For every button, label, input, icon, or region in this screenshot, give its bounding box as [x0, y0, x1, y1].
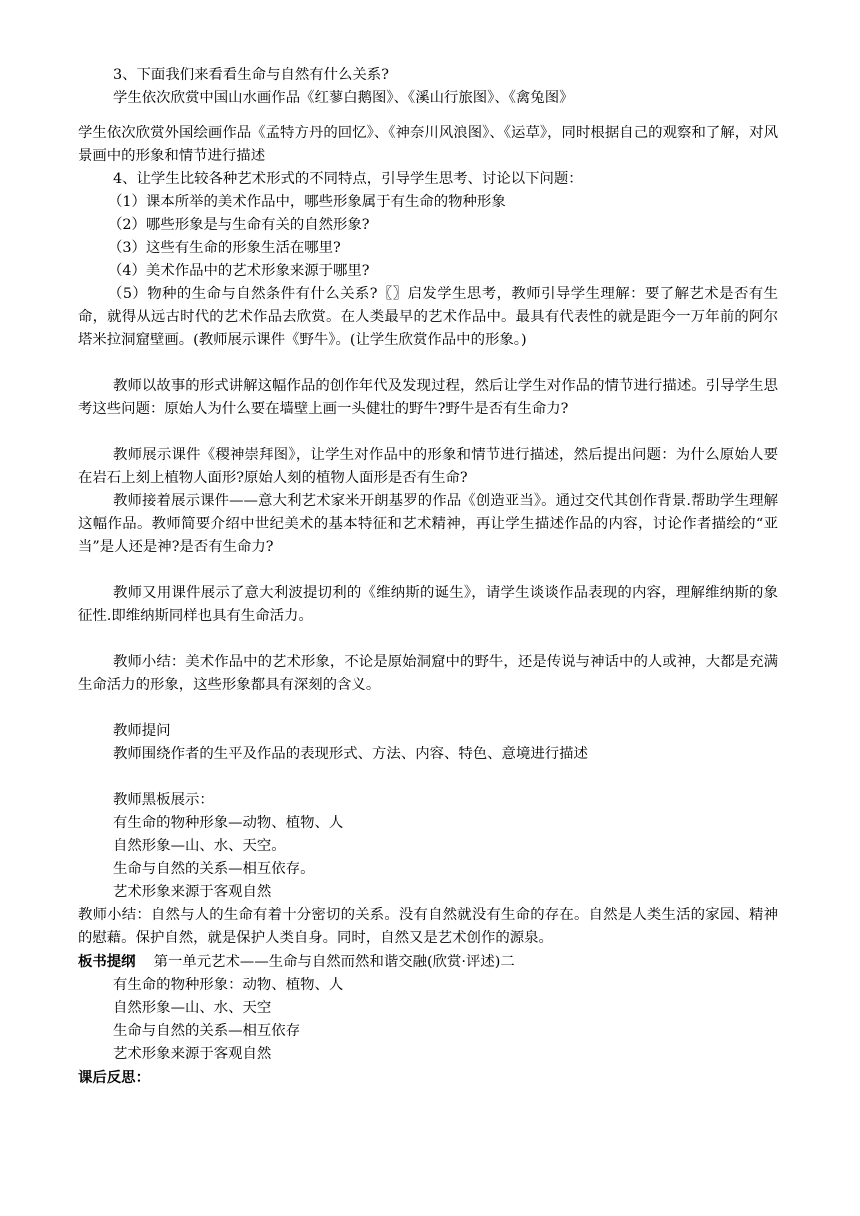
teacher-question-title: 教师提问	[113, 723, 171, 739]
birth-of-venus-paragraph: 教师又用课件展示了意大利波提切利的《维纳斯的诞生》，请学生谈谈作品表现的内容，理解维纳斯的象征性.即维纳斯同样也具有生命活力。	[78, 585, 778, 624]
spacer	[78, 697, 778, 720]
document-body	[78, 64, 778, 1089]
outline-item: 艺术形象来源于客观自然	[113, 1046, 272, 1062]
outline-item: 生命与自然的关系—相互依存	[113, 1023, 301, 1039]
outline-title: 第一单元艺术——生命与自然而然和谐交融(欣赏·评述)二	[153, 954, 515, 970]
blackboard-title: 教师黑板展示：	[113, 792, 214, 808]
teacher-summary-2: 教师小结：自然与人的生命有着十分密切的关系。没有自然就没有生命的存在。自然是人类生活的家园、精神的慰藉。保护自然，就是保护人类自身。同时，自然又是艺术创作的源泉。	[78, 907, 778, 946]
outline-item: 自然形象—山、水、天空	[113, 1000, 272, 1016]
spacer	[78, 628, 778, 651]
spacer	[78, 352, 778, 375]
foreign-paintings-paragraph: 学生依次欣赏外国绘画作品《孟特方丹的回忆》、《神奈川风浪图》、《运草》，同时根据自己的观察和了解，对风景画中的形象和情节进行描述	[78, 125, 778, 164]
question-4: （4）美术作品中的艺术形象来源于哪里?	[108, 263, 370, 279]
outline-label: 板书提纲	[78, 953, 136, 970]
question-1: （1）课本所举的美术作品中，哪些形象属于有生命的物种形象	[108, 194, 506, 210]
story-paragraph: 教师以故事的形式讲解这幅作品的创作年代及发现过程，然后让学生对作品的情节进行描述。引导学生思考这些问题：原始人为什么要在墙壁上画一头健壮的野牛?野牛是否有生命力?	[78, 378, 778, 417]
creation-of-adam-paragraph: 教师接着展示课件——意大利艺术家米开朗基罗的作品《创造亚当》。通过交代其创作背景.帮助学生理解这幅作品。教师简要介绍中世纪美术的基本特征和艺术精神，再让学生描述作品的内容，讨论作者描绘的“亚当”是人还是神?是否有生命力?	[78, 493, 778, 555]
blackboard-item: 艺术形象来源于客观自然	[113, 884, 272, 900]
blackboard-item: 自然形象—山、水、天空。	[113, 838, 286, 854]
blackboard-item: 生命与自然的关系—相互依存。	[113, 861, 315, 877]
spacer	[78, 110, 778, 122]
spacer	[78, 421, 778, 444]
question-2: （2）哪些形象是与生命有关的自然形象?	[108, 217, 370, 233]
section3-title: 3、下面我们来看看生命与自然有什么关系?	[113, 67, 389, 83]
question-3: （3）这些有生命的形象生活在哪里?	[108, 240, 341, 256]
outline-heading	[78, 950, 778, 974]
section4-title: 4、让学生比较各种艺术形式的不同特点，引导学生思考、讨论以下问题：	[113, 171, 583, 187]
section3-chinese-paintings: 学生依次欣赏中国山水画作品《红蓼白鹅图》、《溪山行旅图》、《禽兔图》	[113, 90, 574, 106]
spacer	[78, 766, 778, 789]
question-5-paragraph: （5）物种的生命与自然条件有什么关系?〖〗启发学生思考，教师引导学生理解：要了解艺术是否有生命，就得从远古时代的艺术作品去欣赏。在人类最早的艺术作品中。最具有代表性的就是距今一万年前的阿尔塔米拉洞窟壁画。(教师展示课件《野牛》。(让学生欣赏作品中的形象。)	[78, 286, 778, 348]
teacher-question-line: 教师围绕作者的生平及作品的表现形式、方法、内容、特色、意境进行描述	[113, 746, 588, 762]
spacer	[78, 559, 778, 582]
reflection-label: 课后反思：	[78, 1069, 150, 1086]
blackboard-item: 有生命的物种形象—动物、植物、人	[113, 815, 344, 831]
teacher-summary-1: 教师小结：美术作品中的艺术形象，不论是原始洞窟中的野牛，还是传说与神话中的人或神，大都是充满生命活力的形象，这些形象都具有深刻的含义。	[78, 654, 778, 693]
ji-shen-paragraph: 教师展示课件《稷神崇拜图》，让学生对作品中的形象和情节进行描述，然后提出问题：为什么原始人要在岩石上刻上植物人面形?原始人刻的植物人面形是否有生命?	[78, 447, 778, 486]
outline-item: 有生命的物种形象：动物、植物、人	[113, 977, 344, 993]
